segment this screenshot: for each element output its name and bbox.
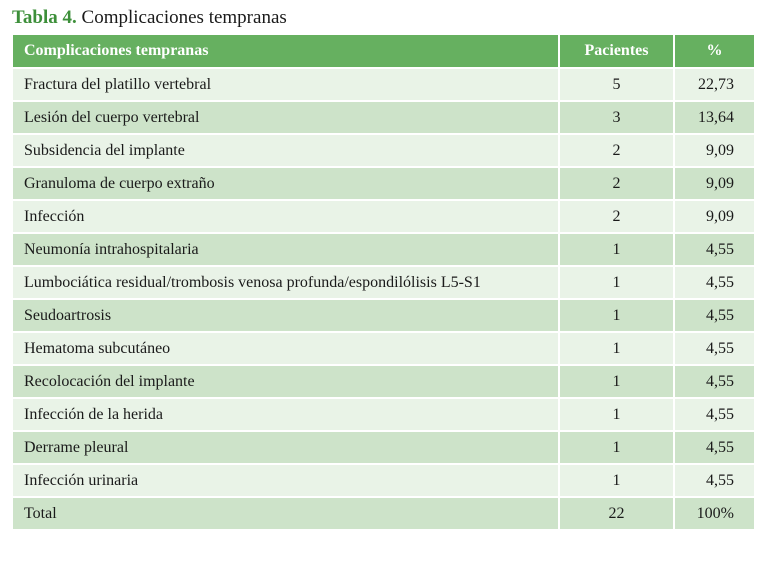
table-title: Complicaciones tempranas	[81, 7, 287, 28]
total-patients: 22	[559, 497, 674, 530]
table-caption	[12, 6, 287, 30]
percent-cell: 4,55	[674, 299, 755, 332]
percent-cell: 4,55	[674, 266, 755, 299]
percent-cell: 4,55	[674, 365, 755, 398]
patients-cell: 3	[559, 101, 674, 134]
table-row	[12, 101, 755, 134]
table-row	[12, 134, 755, 167]
total-percent: 100%	[674, 497, 755, 530]
table-row	[12, 68, 755, 101]
complication-cell: Fractura del platillo vertebral	[12, 68, 559, 101]
percent-cell: 9,09	[674, 134, 755, 167]
table-row	[12, 167, 755, 200]
patients-cell: 2	[559, 167, 674, 200]
complication-cell: Infección urinaria	[12, 464, 559, 497]
complication-cell: Granuloma de cuerpo extraño	[12, 167, 559, 200]
complication-cell: Recolocación del implante	[12, 365, 559, 398]
complication-cell: Subsidencia del implante	[12, 134, 559, 167]
table-row	[12, 431, 755, 464]
complication-cell: Seudoartrosis	[12, 299, 559, 332]
patients-cell: 1	[559, 398, 674, 431]
patients-cell: 1	[559, 233, 674, 266]
percent-cell: 9,09	[674, 167, 755, 200]
table-row	[12, 266, 755, 299]
patients-cell: 1	[559, 299, 674, 332]
complication-cell: Derrame pleural	[12, 431, 559, 464]
patients-cell: 1	[559, 266, 674, 299]
complications-table	[11, 33, 756, 531]
percent-cell: 4,55	[674, 332, 755, 365]
table-number: Tabla 4.	[12, 7, 77, 28]
total-row	[12, 497, 755, 530]
complication-cell: Hematoma subcutáneo	[12, 332, 559, 365]
table-row	[12, 299, 755, 332]
percent-cell: 22,73	[674, 68, 755, 101]
patients-cell: 1	[559, 365, 674, 398]
percent-cell: 4,55	[674, 398, 755, 431]
table-row	[12, 200, 755, 233]
table-row	[12, 398, 755, 431]
percent-cell: 4,55	[674, 431, 755, 464]
complication-cell: Lumbociática residual/trombosis venosa profunda/espondilólisis L5-S1	[12, 266, 559, 299]
column-header-percent: %	[674, 34, 755, 68]
column-header-patients: Pacientes	[559, 34, 674, 68]
complication-cell: Lesión del cuerpo vertebral	[12, 101, 559, 134]
table-row	[12, 332, 755, 365]
complication-cell: Infección	[12, 200, 559, 233]
complication-cell: Infección de la herida	[12, 398, 559, 431]
patients-cell: 5	[559, 68, 674, 101]
patients-cell: 1	[559, 332, 674, 365]
patients-cell: 1	[559, 431, 674, 464]
column-header-complications: Complicaciones tempranas	[12, 34, 559, 68]
header-row	[12, 34, 755, 68]
table-row	[12, 464, 755, 497]
complication-cell: Neumonía intrahospitalaria	[12, 233, 559, 266]
patients-cell: 2	[559, 134, 674, 167]
table-row	[12, 233, 755, 266]
patients-cell: 1	[559, 464, 674, 497]
total-label: Total	[12, 497, 559, 530]
percent-cell: 13,64	[674, 101, 755, 134]
percent-cell: 4,55	[674, 233, 755, 266]
patients-cell: 2	[559, 200, 674, 233]
percent-cell: 9,09	[674, 200, 755, 233]
percent-cell: 4,55	[674, 464, 755, 497]
table-row	[12, 365, 755, 398]
